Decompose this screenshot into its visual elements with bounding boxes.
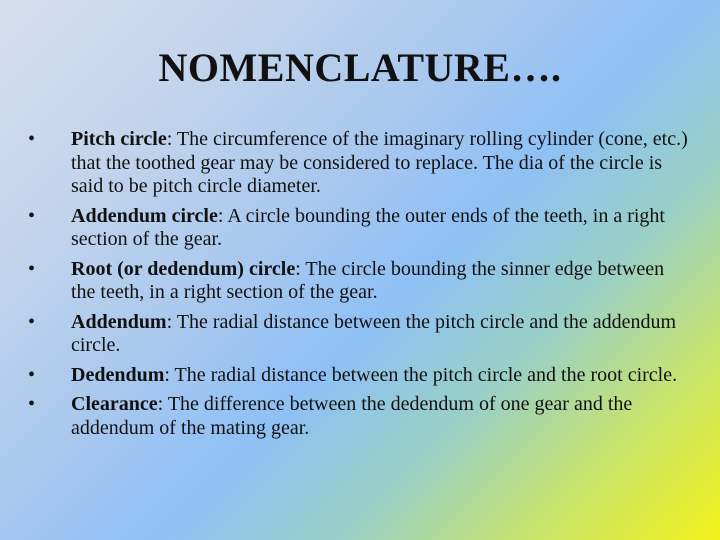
bullet-item-addendum bbox=[28, 311, 688, 358]
bullet-item-addendum-circle bbox=[28, 205, 688, 252]
bullet-item-clearance bbox=[28, 393, 688, 440]
bullet-term: Clearance bbox=[71, 393, 158, 415]
bullet-dot-icon: • bbox=[28, 310, 36, 333]
bullet-term: Addendum bbox=[71, 310, 167, 333]
bullet-dot-icon: • bbox=[28, 363, 36, 386]
bullet-item-pitch-circle bbox=[28, 128, 688, 199]
bullet-definition: : The circumference of the imaginary rolling cylinder (cone, etc.) that the toothed gear may be considered to replace. The dia of the circle is said to be pitch circle diameter. bbox=[71, 128, 688, 197]
bullet-item-dedendum bbox=[28, 364, 688, 388]
slide-title: NOMENCLATURE…. bbox=[158, 45, 562, 90]
bullet-definition: : The circle bounding the sinner edge between the teeth, in a right section of the gear. bbox=[71, 257, 665, 303]
bullet-term: Addendum circle bbox=[71, 204, 218, 227]
bullet-dot-icon: • bbox=[28, 128, 36, 150]
bullet-definition: : A circle bounding the outer ends of the teeth, in a right section of the gear. bbox=[71, 204, 665, 250]
bullet-term: Root (or dedendum) circle bbox=[71, 257, 296, 280]
bullet-list bbox=[28, 128, 688, 446]
bullet-term: Pitch circle bbox=[71, 128, 167, 150]
bullet-definition: : The difference between the dedendum of one gear and the addendum of the mating gear. bbox=[71, 393, 633, 439]
bullet-term: Dedendum bbox=[71, 363, 165, 386]
bullet-dot-icon: • bbox=[28, 257, 36, 280]
bullet-definition: : The radial distance between the pitch circle and the addendum circle. bbox=[71, 310, 677, 356]
bullet-item-root-circle bbox=[28, 258, 688, 305]
bullet-dot-icon: • bbox=[28, 204, 36, 227]
bullet-dot-icon: • bbox=[28, 393, 36, 415]
bullet-definition: : The radial distance between the pitch circle and the root circle. bbox=[164, 363, 678, 386]
